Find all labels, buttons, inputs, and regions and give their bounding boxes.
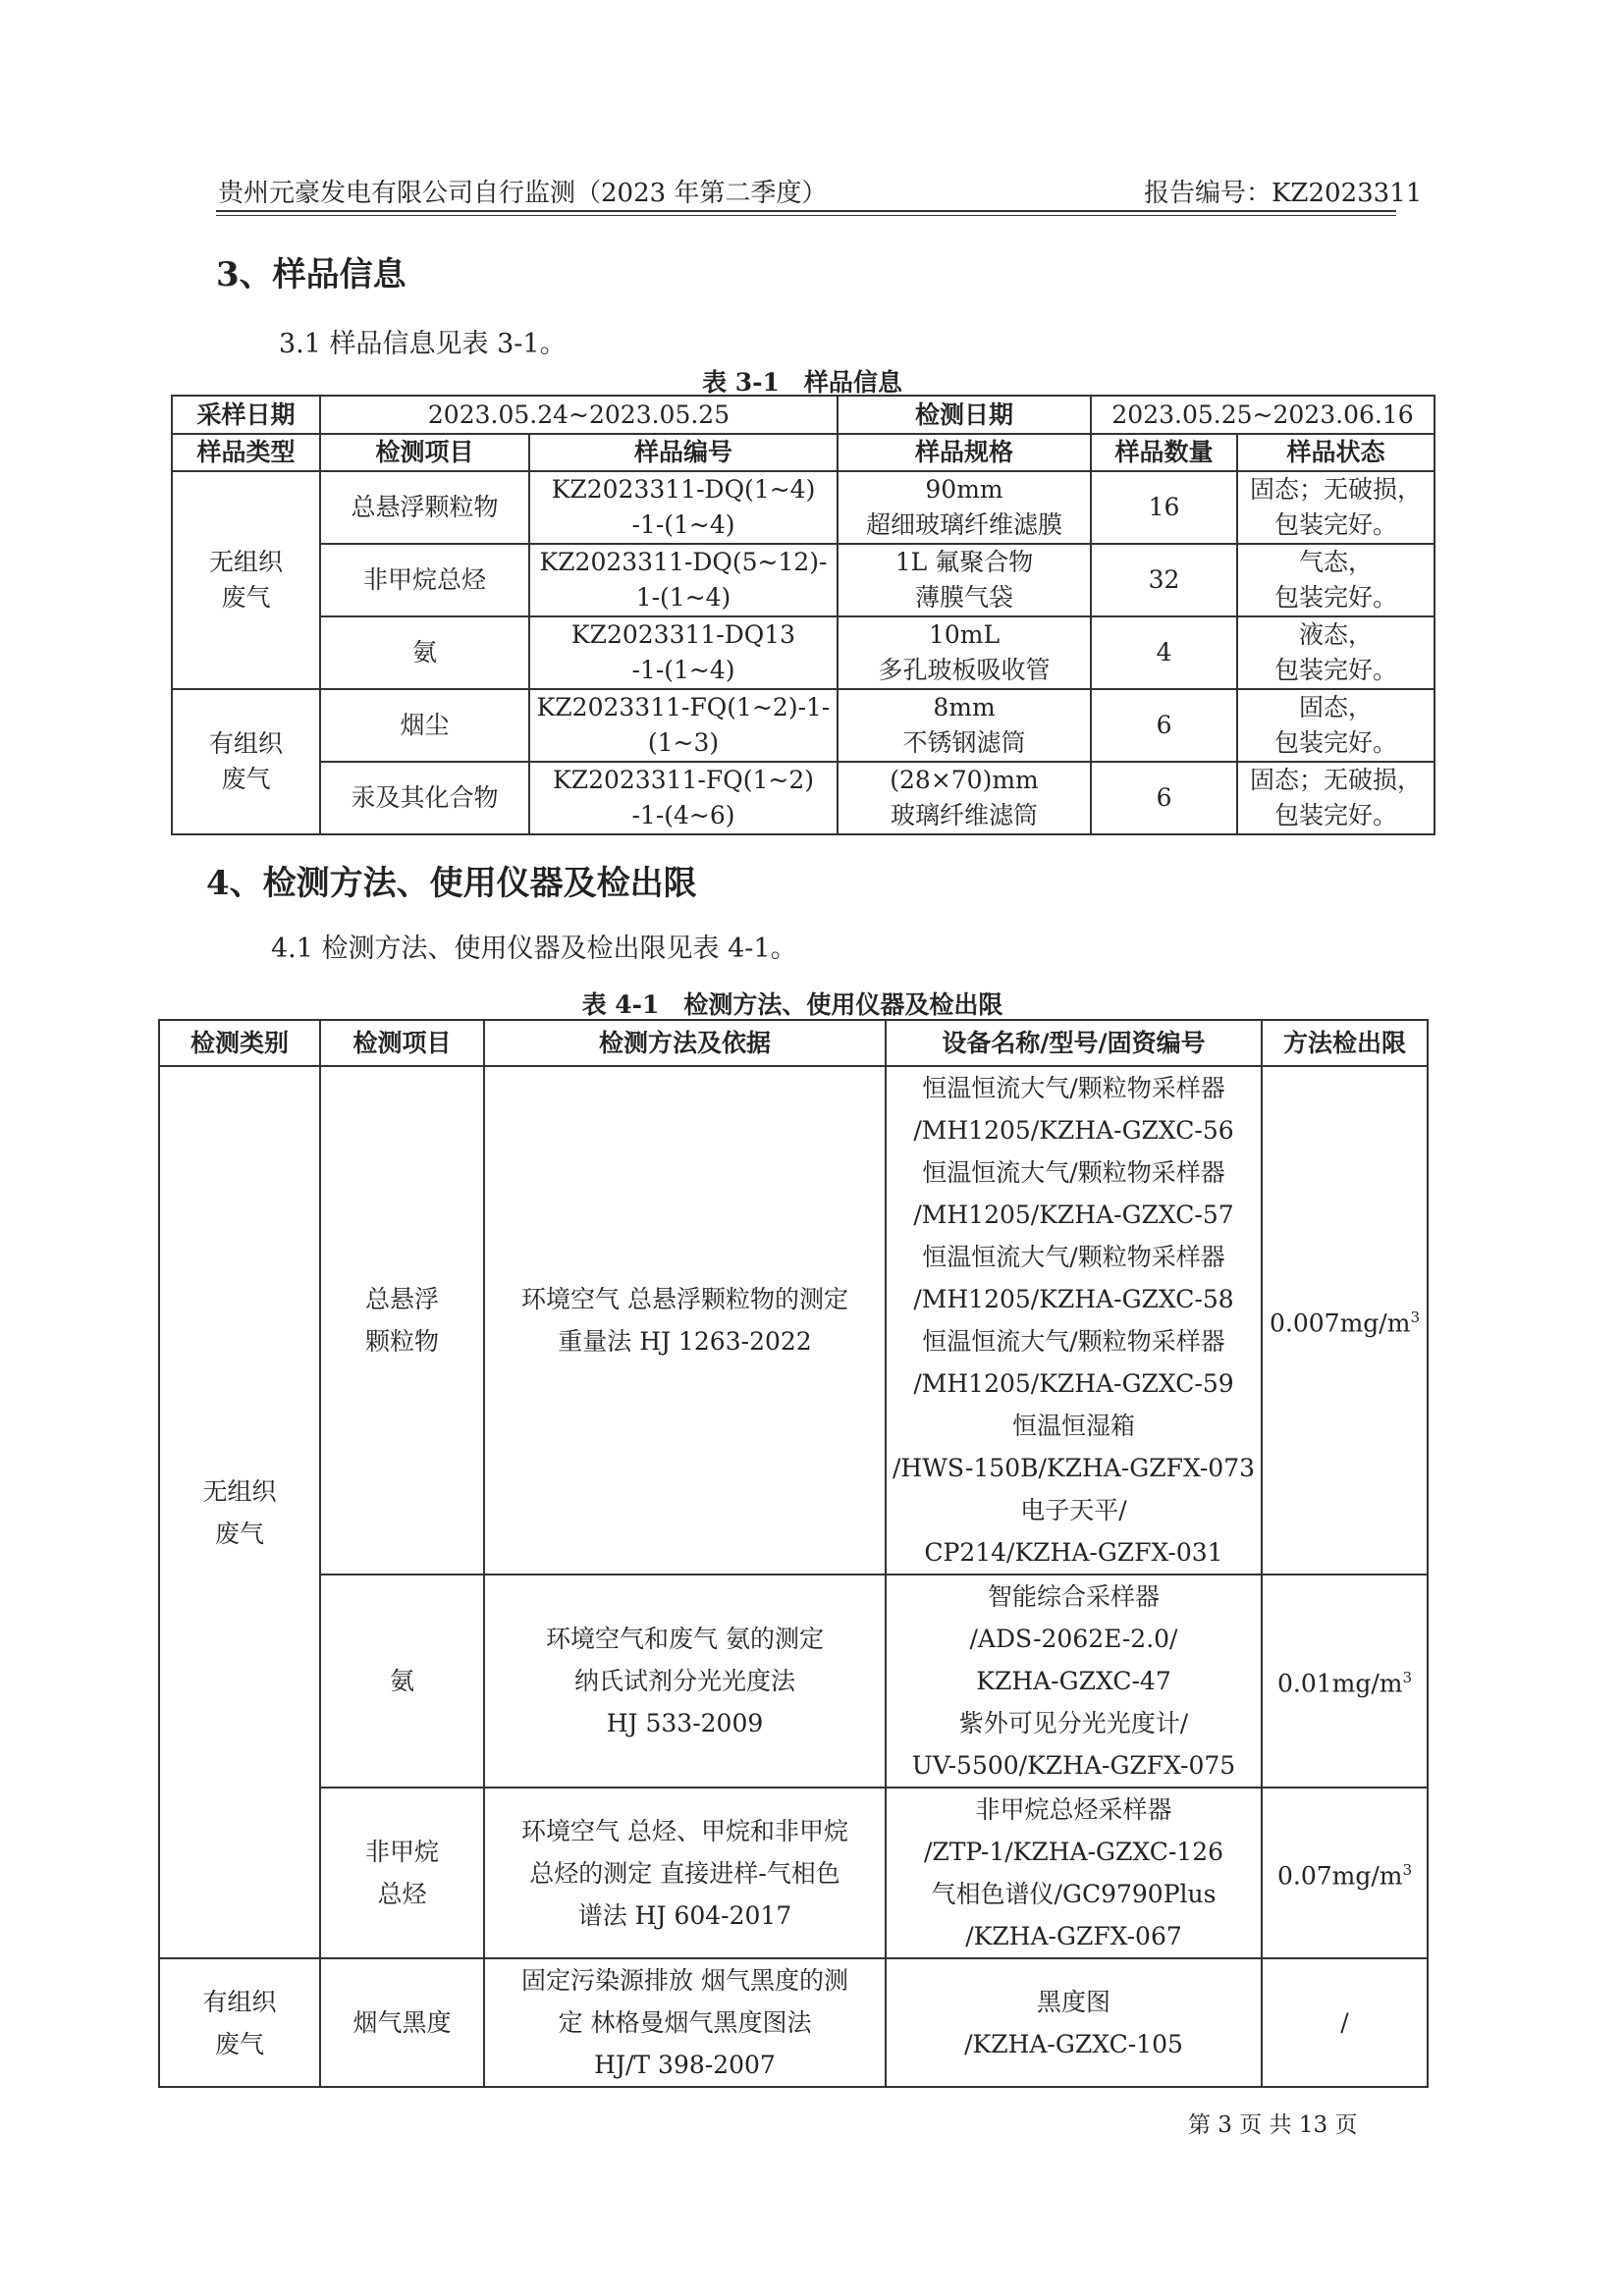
table-row — [159, 1958, 1428, 2087]
unit-superscript: 3 — [1410, 1308, 1420, 1326]
section-4-heading: 4、检测方法、使用仪器及检出限 — [206, 864, 697, 903]
section-3-paragraph: 3.1 样品信息见表 3-1。 — [279, 329, 567, 359]
column-header: 样品规格 — [838, 434, 1091, 471]
cell: / — [1262, 1958, 1428, 2087]
table-row — [172, 762, 1435, 834]
table-4-1-caption: 表 4-1 检测方法、使用仪器及检出限 — [581, 990, 1003, 1019]
cell: KZ2023311-DQ(1~4) -1-(1~4) — [529, 471, 838, 544]
column-header: 样品类型 — [172, 434, 320, 471]
table-row — [172, 689, 1435, 762]
cell: KZ2023311-DQ(5~12)- 1-(1~4) — [529, 544, 838, 616]
column-header: 检测类别 — [159, 1020, 320, 1066]
column-header: 样品状态 — [1237, 434, 1435, 471]
cell: $0.07mg/m^3$ — [1262, 1788, 1428, 1958]
cell: 恒温恒流大气/颗粒物采样器 /MH1205/KZHA-GZXC-56 恒温恒流大气/颗粒物采样器 /MH1205/KZHA-GZXC-57 恒温恒流大气/颗粒物采样器 /MH1205/KZHA-GZXC-58 恒温恒流大气/颗粒物采样器 /MH1205/KZHA-GZXC-59 恒温恒湿箱 /HWS-150B/KZHA-GZFX-073 电子天平/ CP214/KZHA-GZFX-031 — [886, 1066, 1262, 1575]
cell: $0.007mg/m^3$ — [1262, 1066, 1428, 1575]
table-row — [172, 471, 1435, 544]
cell: 总悬浮 颗粒物 — [320, 1066, 484, 1575]
section-3-heading: 3、样品信息 — [216, 255, 406, 294]
cell: 气态， 包装完好。 — [1237, 544, 1435, 616]
cell: 氨 — [320, 1575, 484, 1788]
cell: KZ2023311-FQ(1~2) -1-(4~6) — [529, 762, 838, 834]
cell: 有组织 废气 — [172, 689, 320, 834]
cell: 无组织 废气 — [159, 1066, 320, 1958]
cell: 非甲烷总烃 — [320, 544, 529, 616]
cell: 固态；无破损， 包装完好。 — [1237, 471, 1435, 544]
cell: 总悬浮颗粒物 — [320, 471, 529, 544]
column-header: 设备名称/型号/固资编号 — [886, 1020, 1262, 1066]
unit-superscript: 3 — [1402, 1669, 1413, 1687]
column-header: 检测项目 — [320, 434, 529, 471]
table-3-1-caption: 表 3-1 样品信息 — [702, 368, 902, 397]
sample-info-table — [171, 395, 1435, 835]
cell: (28×70)mm 玻璃纤维滤筒 — [838, 762, 1091, 834]
cell: KZ2023311-FQ(1~2)-1- (1~3) — [529, 689, 838, 762]
column-header: 检测方法及依据 — [484, 1020, 886, 1066]
table-row — [172, 544, 1435, 616]
cell: 2023.05.25~2023.06.16 — [1091, 396, 1435, 434]
cell: 8mm 不锈钢滤筒 — [838, 689, 1091, 762]
method-table — [158, 1019, 1429, 2088]
cell: 6 — [1091, 689, 1237, 762]
cell: 烟气黑度 — [320, 1958, 484, 2087]
cell: 固定污染源排放 烟气黑度的测 定 林格曼烟气黑度图法 HJ/T 398-2007 — [484, 1958, 886, 2087]
cell: 6 — [1091, 762, 1237, 834]
cell: 烟尘 — [320, 689, 529, 762]
cell: 10mL 多孔玻板吸收管 — [838, 616, 1091, 689]
cell: 非甲烷 总烃 — [320, 1788, 484, 1958]
column-header: 样品编号 — [529, 434, 838, 471]
cell: $0.01mg/m^3$ — [1262, 1575, 1428, 1788]
cell: 90mm 超细玻璃纤维滤膜 — [838, 471, 1091, 544]
cell: 2023.05.24~2023.05.25 — [320, 396, 838, 434]
table-row — [159, 1066, 1428, 1575]
table-row — [159, 1575, 1428, 1788]
cell: 液态， 包装完好。 — [1237, 616, 1435, 689]
cell: 32 — [1091, 544, 1237, 616]
cell: 环境空气和废气 氨的测定 纳氏试剂分光光度法 HJ 533-2009 — [484, 1575, 886, 1788]
cell: 1L 氟聚合物 薄膜气袋 — [838, 544, 1091, 616]
cell: 氨 — [320, 616, 529, 689]
cell: 汞及其化合物 — [320, 762, 529, 834]
cell: 非甲烷总烃采样器 /ZTP-1/KZHA-GZXC-126 气相色谱仪/GC9790Plus /KZHA-GZFX-067 — [886, 1788, 1262, 1958]
unit-superscript: 3 — [1402, 1860, 1413, 1879]
header-title: 贵州元豪发电有限公司自行监测（2023 年第二季度） — [218, 179, 828, 208]
cell: 4 — [1091, 616, 1237, 689]
column-header: 检测项目 — [320, 1020, 484, 1066]
cell: 固态， 包装完好。 — [1237, 689, 1435, 762]
cell: 固态；无破损， 包装完好。 — [1237, 762, 1435, 834]
cell: 有组织 废气 — [159, 1958, 320, 2087]
cell: 采样日期 — [172, 396, 320, 434]
column-header: 样品数量 — [1091, 434, 1237, 471]
cell: 无组织 废气 — [172, 471, 320, 689]
table-row — [159, 1788, 1428, 1958]
table-row — [172, 616, 1435, 689]
cell: 环境空气 总悬浮颗粒物的测定 重量法 HJ 1263-2022 — [484, 1066, 886, 1575]
cell: 检测日期 — [838, 396, 1091, 434]
column-header: 方法检出限 — [1262, 1020, 1428, 1066]
cell: 智能综合采样器 /ADS-2062E-2.0/ KZHA-GZXC-47 紫外可见分光光度计/ UV-5500/KZHA-GZFX-075 — [886, 1575, 1262, 1788]
section-4-paragraph: 4.1 检测方法、使用仪器及检出限见表 4-1。 — [271, 934, 797, 964]
header-divider — [216, 210, 1396, 216]
cell: 环境空气 总烃、甲烷和非甲烷 总烃的测定 直接进样-气相色 谱法 HJ 604-2017 — [484, 1788, 886, 1958]
cell: 16 — [1091, 471, 1237, 544]
page-footer: 第 3 页 共 13 页 — [1188, 2112, 1358, 2138]
cell: 黑度图 /KZHA-GZXC-105 — [886, 1958, 1262, 2087]
report-number: 报告编号：KZ2023311 — [1144, 179, 1423, 208]
cell: KZ2023311-DQ13 -1-(1~4) — [529, 616, 838, 689]
